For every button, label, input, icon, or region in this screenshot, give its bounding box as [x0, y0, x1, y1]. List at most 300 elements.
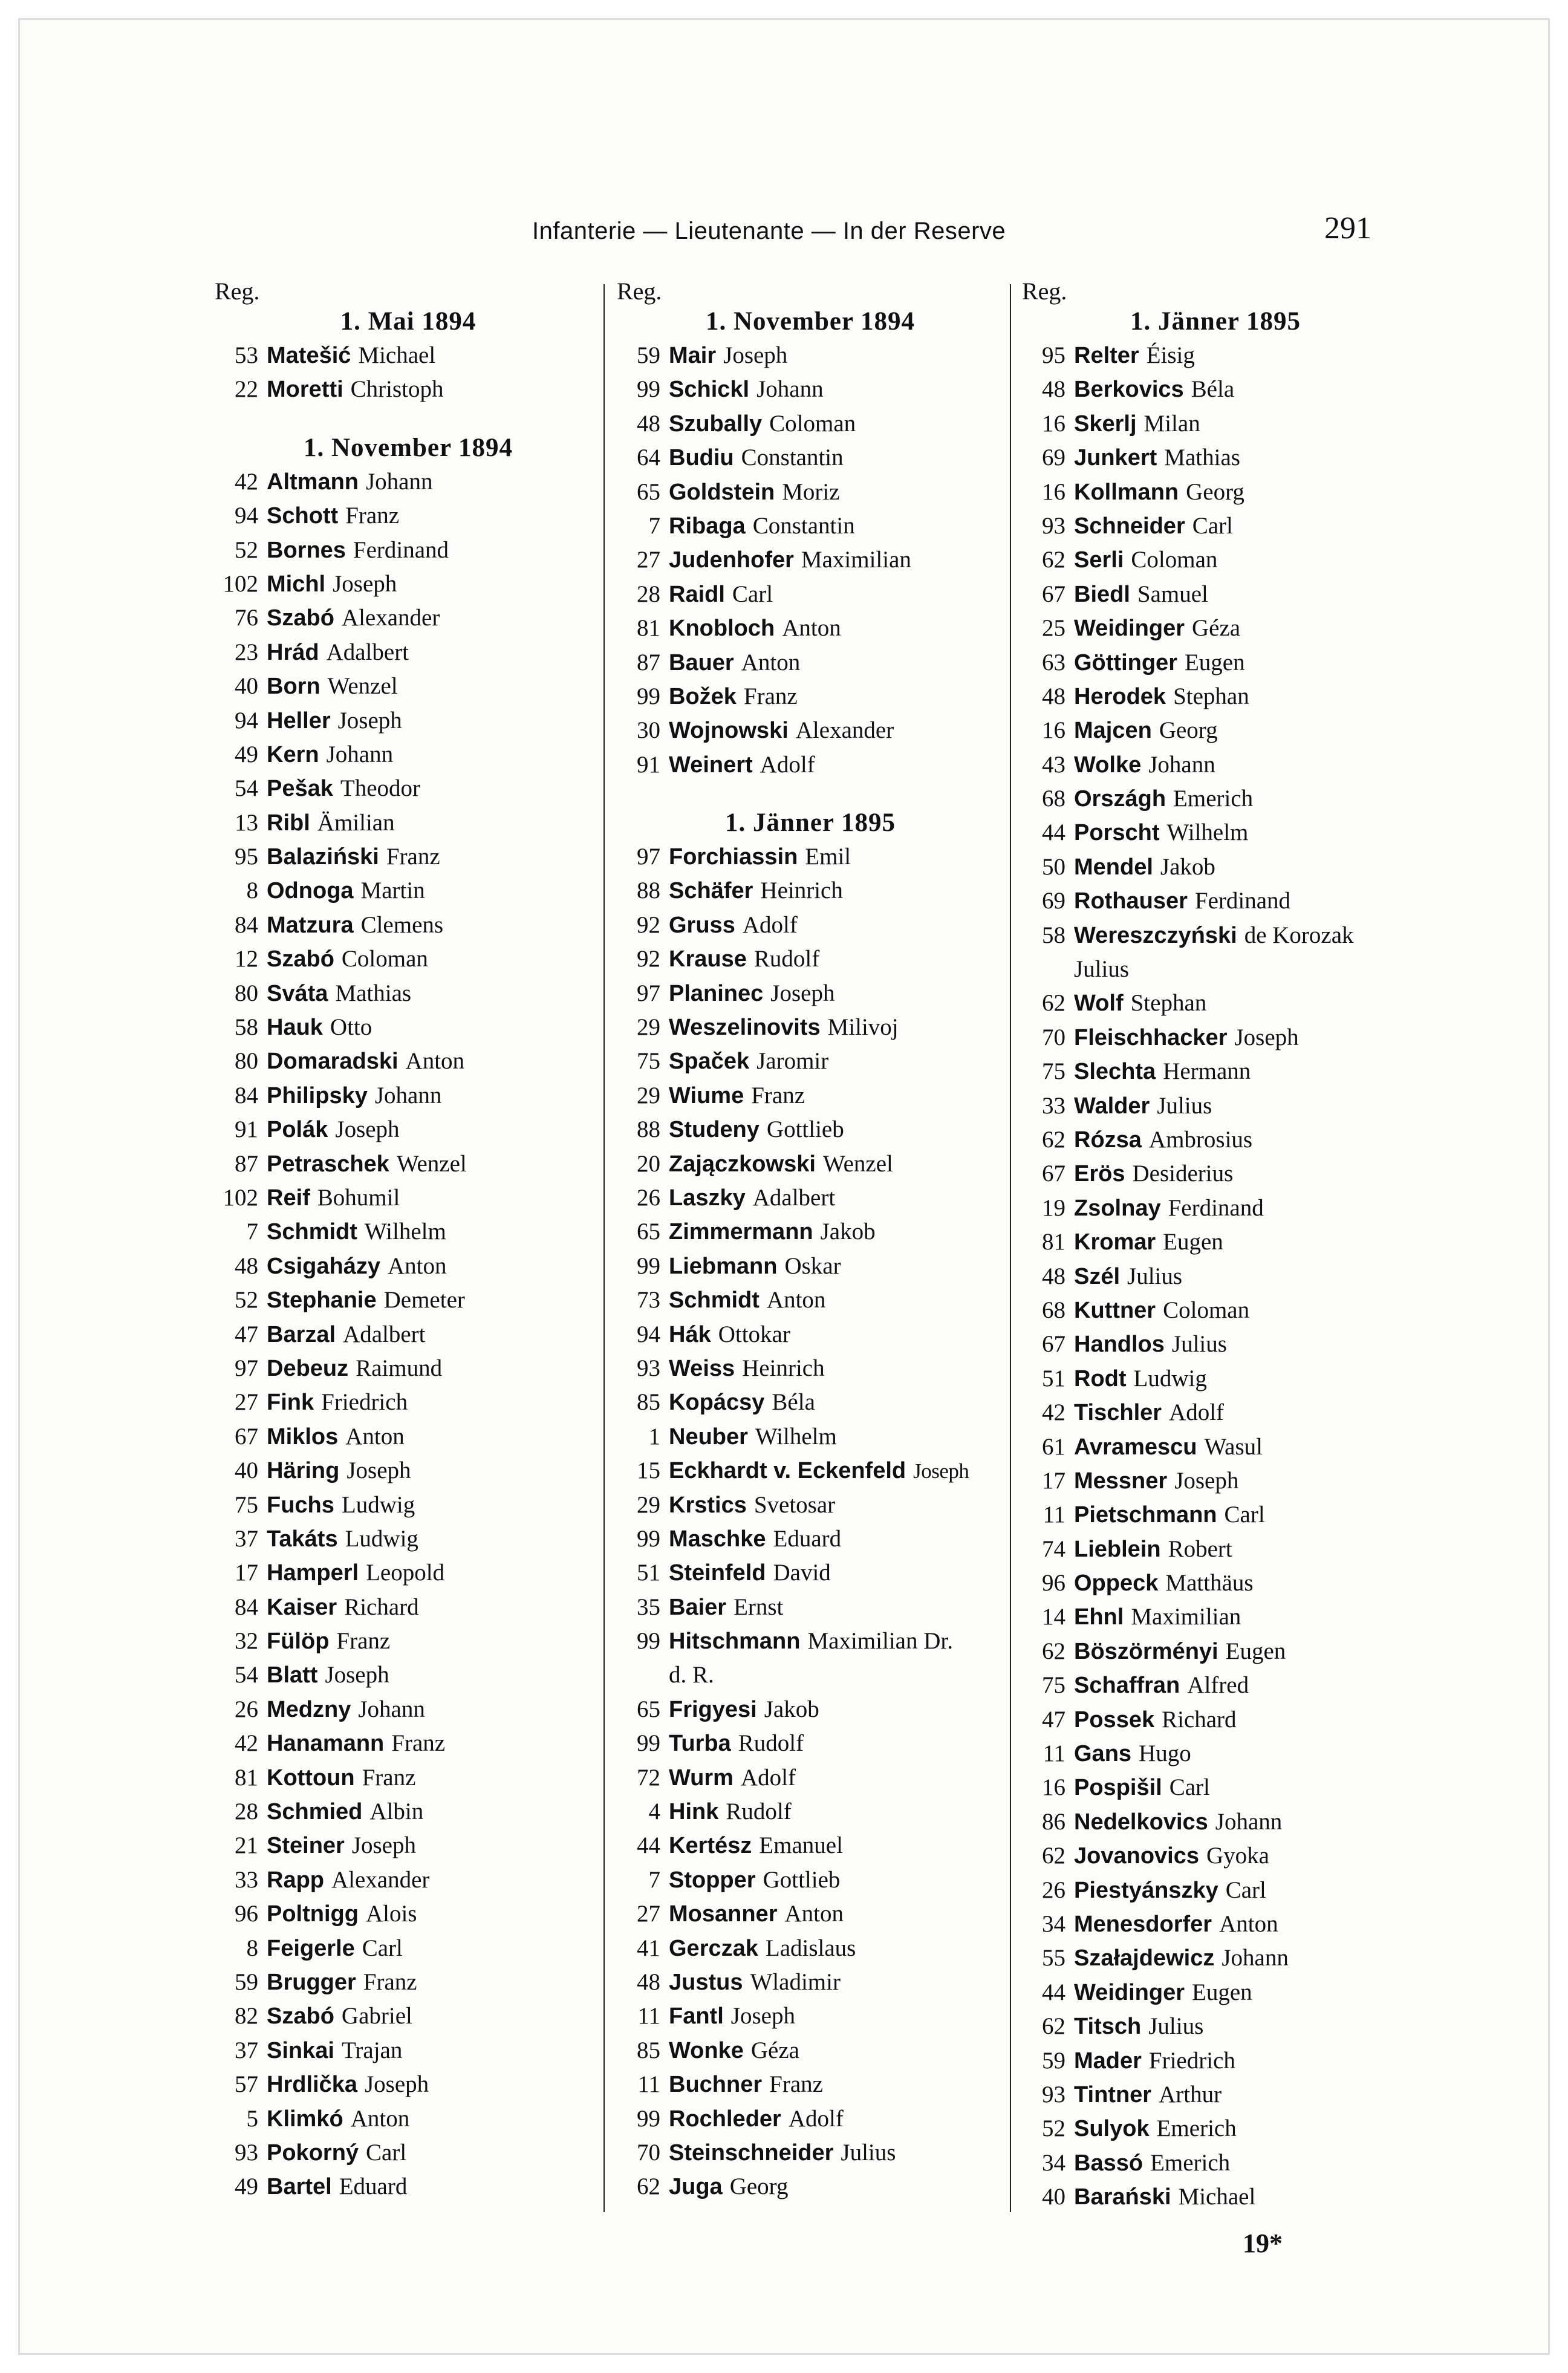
regiment-number: 8: [246, 877, 258, 904]
regiment-number: 94: [637, 1321, 660, 1347]
given-name: Coloman: [1163, 1297, 1250, 1323]
officer-entry: [215, 636, 602, 669]
officer-entry: [617, 714, 1004, 747]
officer-entry: [1022, 2146, 1409, 2180]
regiment-number: 16: [1042, 717, 1065, 744]
officer-entry: [1022, 1976, 1409, 2010]
officer-entry: [1022, 1635, 1409, 1668]
surname: Tischler: [1074, 1400, 1162, 1426]
officer-entry: [617, 1556, 1004, 1590]
officer-entry: [1022, 952, 1409, 986]
officer-entry: [617, 339, 1004, 373]
given-name: Joseph: [770, 980, 835, 1006]
regiment-number: 75: [637, 1048, 660, 1075]
surname: Liebmann: [669, 1253, 778, 1279]
officer-entry: [215, 1044, 602, 1078]
officer-entry: [215, 1352, 602, 1385]
given-name: Friedrich: [1148, 2047, 1235, 2074]
regiment-number: 11: [1043, 1502, 1065, 1528]
regiment-number: 37: [235, 1525, 258, 1552]
column-divider: [1010, 284, 1011, 2212]
given-name: Jakob: [820, 1219, 876, 1245]
given-name: Anton: [1219, 1910, 1278, 1937]
surname: Knobloch: [669, 616, 775, 642]
surname: Handlos: [1074, 1332, 1165, 1358]
surname: Rodt: [1074, 1366, 1127, 1392]
given-name: Maximilian: [801, 547, 911, 573]
surname: Zimmermann: [669, 1219, 813, 1245]
regiment-number: 7: [648, 1866, 660, 1893]
regiment-number: 92: [637, 946, 660, 972]
given-name: Adolf: [740, 1764, 796, 1791]
surname: Rapp: [267, 1867, 324, 1893]
officer-entry: [215, 1658, 602, 1692]
given-name: Johann: [326, 741, 394, 767]
surname: Hanamann: [267, 1731, 385, 1757]
surname: Biedl: [1074, 581, 1130, 607]
surname: Moretti: [267, 377, 343, 403]
officer-entry: [215, 1693, 602, 1727]
given-name: Carl: [366, 2139, 407, 2166]
officer-entry: [1022, 1327, 1409, 1361]
given-name: Joseph: [346, 1457, 411, 1484]
regiment-number: 34: [1042, 1910, 1065, 1937]
regiment-number: 62: [1042, 1638, 1065, 1664]
regiment-number: 81: [637, 615, 660, 642]
officer-entry: [617, 1181, 1004, 1215]
regiment-number: 48: [235, 1252, 258, 1279]
surname: Frigyesi: [669, 1696, 757, 1722]
officer-entry: [617, 1590, 1004, 1624]
surname: Schmidt: [267, 1219, 357, 1245]
regiment-number: 97: [637, 980, 660, 1006]
given-name: Demeter: [383, 1287, 465, 1313]
surname: Schott: [267, 503, 339, 529]
surname: Pešak: [267, 776, 333, 802]
given-name: Samuel: [1137, 581, 1208, 607]
officer-entry: [1022, 986, 1409, 1020]
regiment-number: 93: [1042, 512, 1065, 539]
surname: Erös: [1074, 1161, 1125, 1187]
regiment-number: 16: [1042, 478, 1065, 505]
given-name: Maximilian Dr.: [807, 1628, 953, 1655]
regiment-number: 42: [235, 468, 258, 495]
officer-entry: [1022, 1907, 1409, 1941]
regiment-number: 37: [235, 2037, 258, 2063]
officer-entry: [1022, 2112, 1409, 2146]
surname: Barzal: [267, 1321, 336, 1347]
officer-entry: [215, 339, 602, 373]
given-name: Heinrich: [760, 877, 843, 904]
surname: Ehnl: [1074, 1604, 1124, 1630]
given-name: Joseph: [723, 342, 788, 368]
reg-label: Reg.: [1022, 278, 1067, 305]
officer-entry: [215, 2170, 602, 2204]
officer-entry: [1022, 1498, 1409, 1532]
surname: Sinkai: [267, 2037, 334, 2063]
regiment-number: 62: [1042, 1126, 1065, 1153]
regiment-number: 99: [637, 1628, 660, 1655]
given-name: Milivoj: [827, 1014, 899, 1041]
given-name: Eugen: [1225, 1638, 1286, 1664]
officer-entry: [1022, 578, 1409, 611]
officer-entry: [215, 1863, 602, 1897]
regiment-number: 42: [235, 1730, 258, 1757]
regiment-number: 16: [1042, 1774, 1065, 1801]
regiment-number: 91: [235, 1116, 258, 1143]
regiment-number: 44: [637, 1832, 660, 1859]
regiment-number: 61: [1042, 1433, 1065, 1460]
officer-entry: [1022, 543, 1409, 577]
given-name: Stephan: [1173, 683, 1249, 709]
regiment-number: 33: [235, 1866, 258, 1893]
surname: Wereszczyński: [1074, 922, 1237, 948]
given-name: Coloman: [341, 946, 428, 972]
regiment-number: 62: [1042, 1843, 1065, 1869]
surname: Avramescu: [1074, 1434, 1197, 1460]
surname: Lieblein: [1074, 1536, 1161, 1562]
given-name: Adolf: [788, 2105, 844, 2132]
officer-entry: [617, 646, 1004, 680]
officer-entry: [215, 1318, 602, 1352]
given-name: Rudolf: [753, 946, 820, 972]
officer-entry: [215, 1965, 602, 1999]
regiment-number: 48: [637, 410, 660, 437]
officer-entry: [617, 1011, 1004, 1044]
regiment-number: 72: [637, 1764, 660, 1791]
surname: Böszörményi: [1074, 1638, 1218, 1664]
regiment-number: 97: [637, 844, 660, 870]
officer-entry: [1022, 2180, 1409, 2214]
given-name: Johann: [1222, 1945, 1289, 1971]
given-name: Svetosar: [753, 1491, 836, 1518]
officer-entry: [1022, 1464, 1409, 1498]
regiment-number: 5: [246, 2105, 258, 2132]
regiment-number: 75: [1042, 1058, 1065, 1085]
regiment-number: 26: [1042, 1877, 1065, 1903]
given-name: Richard: [1162, 1706, 1237, 1733]
regiment-number: 40: [235, 1457, 258, 1484]
sheet-signature: 19*: [1243, 2228, 1283, 2258]
given-name: Johann: [366, 468, 433, 495]
given-name: Anton: [766, 1287, 826, 1313]
given-name: Jaromir: [756, 1048, 829, 1075]
surname: Studeny: [669, 1117, 760, 1143]
surname: Heller: [267, 708, 331, 734]
officer-entry: [1022, 1396, 1409, 1430]
officer-entry: [1022, 1362, 1409, 1396]
surname: Michl: [267, 571, 326, 597]
regiment-number: 52: [1042, 2115, 1065, 2142]
regiment-number: 65: [637, 478, 660, 505]
given-name: Coloman: [1131, 547, 1218, 573]
given-name: Franz: [363, 1968, 417, 1995]
surname: Judenhofer: [669, 547, 794, 573]
given-name: Eduard: [773, 1525, 842, 1552]
given-name: Joseph: [333, 570, 397, 597]
given-name: Wilhelm: [1166, 819, 1249, 846]
officer-entry: [617, 2102, 1004, 2136]
surname: Weiss: [669, 1355, 735, 1381]
regiment-number: 43: [1042, 751, 1065, 778]
given-name: Géza: [750, 2037, 799, 2063]
surname: Wolf: [1074, 991, 1124, 1017]
given-name: Emanuel: [759, 1832, 843, 1859]
surname: Zsolnay: [1074, 1195, 1161, 1221]
regiment-number: 25: [1042, 615, 1065, 642]
officer-entry: [617, 1999, 1004, 2033]
regiment-number: 48: [1042, 1263, 1065, 1289]
surname: Wiume: [669, 1082, 744, 1108]
surname: Mendel: [1074, 854, 1153, 880]
given-name: Emerich: [1156, 2115, 1237, 2142]
regiment-number: 40: [1042, 2184, 1065, 2210]
officer-entry: [617, 977, 1004, 1011]
given-name: Béla: [1191, 376, 1235, 403]
given-name: Adalbert: [752, 1184, 836, 1211]
surname: Buchner: [669, 2072, 763, 2098]
surname: Weinert: [669, 752, 753, 778]
surname: Blatt: [267, 1662, 318, 1688]
regiment-number: 26: [235, 1696, 258, 1722]
surname: Weidinger: [1074, 1979, 1185, 2005]
surname: Titsch: [1074, 2014, 1142, 2040]
regiment-number: 73: [637, 1287, 660, 1313]
given-name: Carl: [1192, 512, 1233, 539]
regiment-number: 68: [1042, 1297, 1065, 1323]
given-name: Franz: [743, 683, 798, 709]
surname: Tintner: [1074, 2082, 1152, 2108]
surname: Mader: [1074, 2048, 1142, 2074]
given-name: Robert: [1168, 1535, 1232, 1562]
surname: Szałajdewicz: [1074, 1945, 1215, 1971]
surname: Fleischhacker: [1074, 1024, 1228, 1050]
surname: Nedelkovics: [1074, 1809, 1208, 1835]
officer-entry: [617, 1965, 1004, 1999]
given-name: Franz: [391, 1730, 446, 1757]
surname: Rothauser: [1074, 888, 1188, 914]
regiment-number: 87: [235, 1150, 258, 1177]
given-name: Gabriel: [341, 2003, 412, 2030]
given-name: Constantin: [741, 444, 844, 471]
officer-entry: [617, 1829, 1004, 1863]
surname: Schneider: [1074, 513, 1185, 539]
officer-entry: [1022, 1055, 1409, 1089]
given-name: Ambrosius: [1148, 1126, 1253, 1153]
given-name: Adalbert: [343, 1321, 426, 1347]
given-name: Oskar: [784, 1252, 841, 1279]
surname: Stopper: [669, 1867, 756, 1893]
officer-entry: [1022, 1839, 1409, 1873]
given-name: Eugen: [1192, 1979, 1252, 2005]
officer-entry: [1022, 1566, 1409, 1600]
officer-entry: [215, 908, 602, 942]
officer-entry: [1022, 611, 1409, 645]
surname: Kern: [267, 741, 319, 767]
surname: Berkovics: [1074, 377, 1184, 403]
surname: Turba: [669, 1731, 731, 1757]
regiment-number: 87: [637, 649, 660, 675]
surname: Menesdorfer: [1074, 1911, 1212, 1937]
surname: Skerlj: [1074, 411, 1137, 437]
regiment-number: 69: [1042, 888, 1065, 914]
officer-entry: [1022, 1430, 1409, 1464]
regiment-number: 99: [637, 1525, 660, 1552]
officer-entry: [215, 1590, 602, 1624]
surname: Rochleder: [669, 2106, 781, 2132]
officer-entry: [215, 704, 602, 738]
regiment-number: 16: [1042, 410, 1065, 437]
given-name: Béla: [772, 1389, 815, 1416]
given-name: Desiderius: [1132, 1160, 1234, 1187]
given-name: Friedrich: [321, 1389, 408, 1416]
regiment-number: 58: [1042, 922, 1065, 948]
officer-entry: [215, 1556, 602, 1590]
surname: Petraschek: [267, 1151, 389, 1177]
regiment-number: 67: [1042, 1160, 1065, 1187]
officer-entry: [617, 874, 1004, 908]
surname: Kopácsy: [669, 1390, 765, 1416]
regiment-number: 28: [637, 581, 660, 607]
officer-entry: [617, 680, 1004, 714]
given-name: Franz: [336, 1628, 391, 1655]
officer-entry: [1022, 509, 1409, 543]
officer-entry: [215, 1727, 602, 1760]
surname: Krstics: [669, 1492, 747, 1518]
reg-label: Reg.: [215, 278, 260, 305]
promotion-date-section: [1022, 305, 1409, 2214]
officer-entry: [215, 1147, 602, 1181]
regiment-number: 49: [235, 741, 258, 767]
officer-entry: [215, 1761, 602, 1795]
officer-entry: [617, 1897, 1004, 1931]
regiment-number: 84: [235, 911, 258, 938]
surname: Gans: [1074, 1741, 1132, 1767]
regiment-number: 92: [637, 911, 660, 938]
given-name: Julius: [1157, 1092, 1212, 1119]
given-name: Mathias: [335, 980, 412, 1006]
given-name: Emerich: [1173, 786, 1254, 812]
officer-entry: [617, 1761, 1004, 1795]
surname: Bauer: [669, 649, 734, 675]
given-name: Carl: [1224, 1502, 1265, 1528]
column-1: [215, 278, 602, 2204]
officer-entry: [215, 738, 602, 772]
regiment-number: 95: [235, 844, 258, 870]
section-date-heading: 1. Jänner 1895: [1130, 307, 1301, 336]
given-name: Adolf: [1169, 1399, 1225, 1426]
regiment-number: 48: [1042, 376, 1065, 403]
officer-entry: [1022, 782, 1409, 816]
officer-entry: [1022, 1089, 1409, 1123]
given-name: Milan: [1143, 410, 1200, 437]
given-name: Rudolf: [738, 1730, 804, 1757]
regiment-number: 99: [637, 683, 660, 709]
officer-entry: [215, 2136, 602, 2170]
given-name: Georg: [729, 2173, 789, 2200]
officer-entry: [215, 1181, 602, 1215]
surname: Medzny: [267, 1696, 351, 1722]
officer-entry: [617, 1044, 1004, 1078]
surname: Pokorný: [267, 2140, 359, 2166]
given-name: David: [773, 1560, 831, 1586]
surname: Pospišil: [1074, 1775, 1162, 1801]
surname: Csigaházy: [267, 1253, 380, 1279]
officer-entry: [215, 1999, 602, 2033]
given-name: Bohumil: [317, 1184, 400, 1211]
surname: Zajączkowski: [669, 1151, 816, 1177]
surname: Baier: [669, 1594, 727, 1620]
regiment-number: 67: [1042, 581, 1065, 607]
regiment-number: 26: [637, 1184, 660, 1211]
given-name: Adolf: [742, 911, 798, 938]
surname: Hamperl: [267, 1560, 359, 1586]
officer-entry: [215, 942, 602, 976]
officer-entry: [1022, 816, 1409, 850]
surname: Brugger: [267, 1969, 356, 1995]
given-name: Matthäus: [1165, 1570, 1254, 1597]
surname: Hitschmann: [669, 1629, 801, 1655]
given-name: Joseph: [1234, 1024, 1299, 1050]
officer-entry: [617, 509, 1004, 543]
surname: Barański: [1074, 2184, 1171, 2210]
surname: Bassó: [1074, 2150, 1143, 2176]
officer-entry: [215, 601, 602, 635]
surname: Polák: [267, 1117, 328, 1143]
officer-entry: [617, 840, 1004, 874]
regiment-number: 59: [235, 1968, 258, 1995]
regiment-number: 99: [637, 2105, 660, 2132]
officer-entry: [617, 1147, 1004, 1181]
surname: Schmied: [267, 1799, 363, 1825]
regiment-number: 75: [235, 1491, 258, 1518]
officer-entry: [215, 533, 602, 567]
given-name: Adolf: [760, 751, 815, 778]
given-name: Ladislaus: [765, 1935, 856, 1961]
surname: Szabó: [267, 946, 334, 972]
regiment-number: 50: [1042, 853, 1065, 880]
given-name: Stephan: [1130, 990, 1207, 1017]
given-name: Gottlieb: [763, 1866, 841, 1893]
surname: Piestyánszky: [1074, 1877, 1218, 1903]
given-name: Anton: [345, 1423, 405, 1450]
surname: Kaiser: [267, 1594, 337, 1620]
regiment-number: 80: [235, 980, 258, 1006]
officer-entry: [617, 942, 1004, 976]
officer-entry: [215, 1215, 602, 1249]
surname: Serli: [1074, 547, 1124, 573]
officer-entry: [1022, 850, 1409, 884]
given-name: Carl: [362, 1935, 403, 1961]
given-name: Anton: [782, 615, 841, 642]
regiment-number: 95: [1042, 342, 1065, 368]
regiment-number: 4: [648, 1798, 660, 1825]
given-name: Johann: [358, 1696, 425, 1722]
officer-entry: [215, 2102, 602, 2136]
given-name: Franz: [345, 503, 400, 529]
officer-entry: [617, 1385, 1004, 1419]
regiment-number: 12: [235, 946, 258, 972]
surname: Messner: [1074, 1468, 1168, 1494]
regiment-number: 102: [223, 1184, 258, 1211]
surname: Spaček: [669, 1049, 750, 1075]
surname: Schickl: [669, 377, 750, 403]
surname: Hrád: [267, 639, 319, 665]
given-name: Maximilian: [1131, 1604, 1241, 1630]
given-name: Wilhelm: [755, 1423, 837, 1450]
surname: Majcen: [1074, 718, 1152, 744]
officer-entry: [215, 977, 602, 1011]
